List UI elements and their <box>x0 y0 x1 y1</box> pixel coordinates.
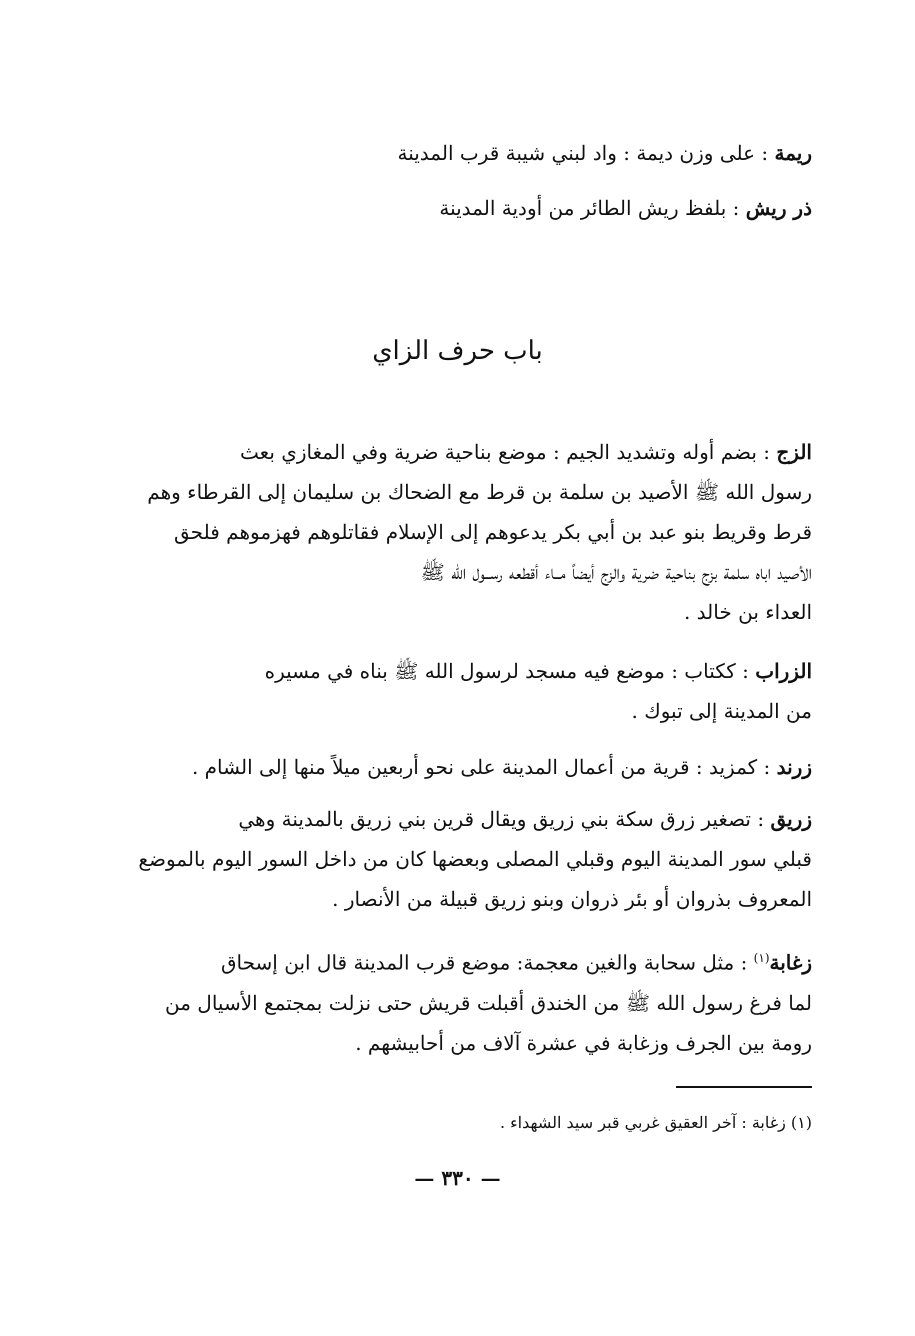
entry-head: الزج <box>776 440 812 464</box>
entry-zurayq: زريق : تصغير زرق سكة بني زريق ويقال قرين بني زريق بالمدينة وهي قبلي سور المدينة اليوم وقبلي المصلى وبعضها كان من داخل السور اليوم بالموضع المعروف بذروان أو بئر ذروان وبنو زريق قبيلة من الأنصار . <box>118 799 812 919</box>
footnote-separator <box>676 1086 812 1088</box>
chapter-title: باب حرف الزاي <box>372 336 543 366</box>
entry-text: ككتاب : موضع فيه مسجد لرسول الله ﷺ بناه في مسيره <box>264 659 736 683</box>
entry-text: تصغير زرق سكة بني زريق ويقال قرين بني زريق بالمدينة وهي <box>238 807 751 831</box>
entry-head: زغابة <box>769 950 812 975</box>
entry-head: ذر ريش <box>745 196 812 220</box>
entry-text: العداء بن خالد . <box>683 600 812 624</box>
entry-text: بلفظ ريش الطائر من أودية المدينة <box>439 196 727 220</box>
entry-text: مثل سحابة والغين معجمة: موضع قرب المدينة قال ابن إسحاق <box>221 950 735 975</box>
footnote: (١) زغابة : آخر العقيق غربي قبر سيد الشهداء . <box>499 1113 812 1132</box>
entry-text: المعروف بذروان أو بئر ذروان وبنو زريق قبيلة من الأنصار . <box>332 887 812 911</box>
entry-zarand: زرند : كمزيد : قرية من أعمال المدينة على نحو أربعين ميلاً منها إلى الشام . <box>191 755 812 779</box>
entry-text: قرط وقريط بنو عبد بن أبي بكر يدعوهم إلى الإسلام فقاتلوهم فهزموهم فلحق <box>174 520 812 544</box>
entry-head: ريمة <box>774 141 812 165</box>
entry-text: على وزن ديمة : واد لبني شيبة قرب المدينة <box>397 141 756 165</box>
entry-text: بضم أوله وتشديد الجيم : موضع بناحية ضرية وفي المغازي بعث <box>240 440 757 464</box>
entry-head: زرند <box>776 755 812 779</box>
page-number: — ٣٣٠ — <box>414 1166 501 1190</box>
entry-head: الزراب <box>755 659 812 683</box>
entry-text: قبلي سور المدينة اليوم وقبلي المصلى وبعضها كان من داخل السور اليوم بالموضع <box>138 847 812 871</box>
entry-head: زريق <box>770 807 812 831</box>
entry-dhar-rish: ذر ريش : بلفظ ريش الطائر من أودية المدينة <box>439 196 812 220</box>
entry-text: رسول الله ﷺ الأصيد بن سلمة بن قرط مع الضحاك بن سليمان إلى القرطاء وهم <box>147 480 812 504</box>
entry-text: رومة بين الجرف وزغابة في عشرة آلاف من أحابيشهم . <box>355 1030 812 1055</box>
entry-text: الأصيد اباه سلمة بزج بناحية ضرية والزج أيضاً مــاء أقطعه رســول الله ﷺ <box>420 560 812 584</box>
entry-alzajj: الزج : بضم أوله وتشديد الجيم : موضع بناحية ضرية وفي المغازي بعث رسول الله ﷺ الأصيد بن سلمة بن قرط مع الضحاك بن سليمان إلى القرطاء وهم قرط وقريط بنو عبد بن أبي بكر يدعوهم إلى الإسلام فقاتلوهم فهزموهم فلحق الأصيد اباه سلمة بزج بناحية ضرية والزج أيضاً مــاء أقطعه رســول الله ﷺ العداء بن خالد . <box>118 432 812 632</box>
entry-rima: ريمة : على وزن ديمة : واد لبني شيبة قرب المدينة <box>397 141 812 165</box>
entry-text: كمزيد : قرية من أعمال المدينة على نحو أربعين ميلاً منها إلى الشام . <box>191 755 758 779</box>
entry-text: لما فرغ رسول الله ﷺ من الخندق أقبلت قريش حتى نزلت بمجتمع الأسيال من <box>165 990 812 1015</box>
footnote-ref: (١) <box>753 951 770 965</box>
entry-zughaba: زغابة$^{(١)}$ : مثل سحابة والغين معجمة: موضع قرب المدينة قال ابن إسحاق لما فرغ رسول الله ﷺ من الخندق أقبلت قريش حتى نزلت بمجتمع الأسيال من رومة بين الجرف وزغابة في عشرة آلاف من أحابيشهم . <box>118 938 812 1063</box>
entry-alzirab: الزراب : ككتاب : موضع فيه مسجد لرسول الله ﷺ بناه في مسيره من المدينة إلى تبوك . <box>118 651 812 731</box>
entry-text: من المدينة إلى تبوك . <box>631 699 812 723</box>
